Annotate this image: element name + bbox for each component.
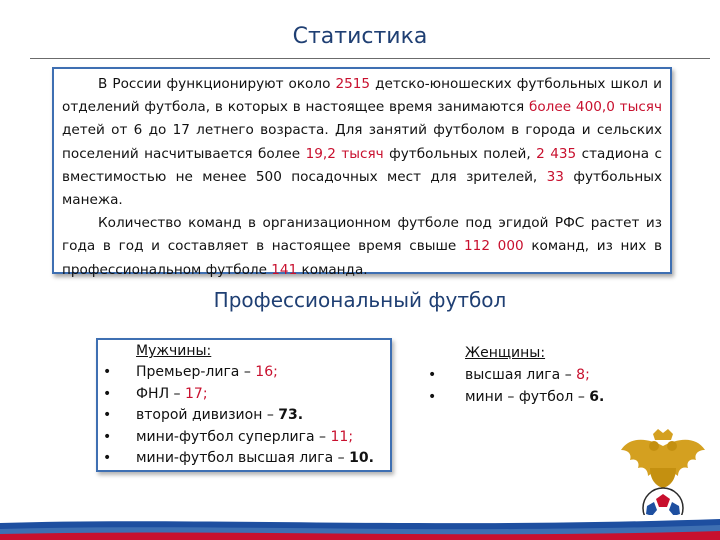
league-count: 17 [185, 385, 203, 402]
bullet-icon: • [103, 385, 112, 402]
highlighted-figure: 19,2 тысяч [305, 145, 384, 162]
paragraph-text: команд, из них в профессиональном футболе [62, 238, 663, 278]
league-item [103, 448, 374, 470]
men-league-list [103, 362, 374, 470]
league-punctuation: ; [585, 367, 590, 383]
bullet-icon: • [103, 407, 112, 423]
league-item [103, 362, 374, 384]
highlighted-figure: более 400,0 тысяч [528, 99, 662, 116]
league-count: 8 [576, 367, 586, 383]
league-label: мини – футбол – [465, 388, 590, 405]
league-punctuation: . [368, 450, 374, 466]
league-label: мини-футбол суперлига – [136, 428, 331, 445]
league-label: Премьер-лига – [136, 364, 256, 380]
league-count: 11 [330, 428, 349, 445]
highlighted-figure: 141 [271, 261, 298, 278]
section-title: Профессиональный футбол [213, 288, 507, 312]
paragraph-text: детско-юношеских футбольных школ и отделений футбола, в которых в настоящее время занимаются [62, 76, 662, 116]
league-count: 10 [349, 450, 369, 466]
stats-paragraph-2 [62, 212, 662, 282]
men-heading: Мужчины: [136, 343, 212, 359]
bullet-icon: • [103, 364, 112, 380]
paragraph-text: В России функционируют около [98, 76, 336, 92]
highlighted-figure: 2515 [335, 76, 371, 92]
women-league-list [428, 365, 605, 408]
league-item [103, 384, 374, 406]
bullet-icon: • [428, 388, 437, 405]
statistics-box [52, 67, 672, 278]
paragraph-text: футбольных полей, [383, 145, 537, 162]
paragraph-text: футбольных манежа. [62, 168, 662, 209]
league-item [428, 387, 605, 409]
league-label: второй дивизион – [136, 407, 279, 423]
league-label: высшая лига – [465, 367, 577, 383]
highlighted-figure: 2 435 [536, 145, 577, 162]
bullet-icon: • [428, 367, 437, 383]
league-punctuation: ; [273, 364, 278, 380]
bullet-icon: • [103, 428, 112, 445]
league-label: мини-футбол высшая лига – [136, 450, 350, 466]
league-count: 73 [278, 407, 298, 423]
paragraph-text: стадиона с вместимостью не менее 500 посадочных мест для зрителей, [62, 145, 663, 185]
league-punctuation: . [297, 407, 304, 423]
league-label: ФНЛ – [136, 385, 186, 402]
league-item [103, 427, 374, 449]
highlighted-figure: 33 [546, 168, 564, 185]
league-punctuation: ; [348, 428, 354, 445]
league-count: 16 [255, 364, 274, 380]
page-title: Статистика [292, 24, 428, 49]
league-count: 6 [589, 388, 600, 405]
league-item [103, 405, 374, 427]
league-item [428, 365, 604, 387]
bullet-icon: • [103, 450, 112, 466]
women-heading: Женщины: [465, 345, 546, 361]
highlighted-figure: 112 000 [464, 238, 524, 255]
title-divider [30, 58, 710, 59]
paragraph-text: детей от 6 до 17 летнего возраста. Для занятий футболом в города и сельских поселений насчитывается более [62, 122, 662, 162]
paragraph-text: Количество команд в организационном футболе под эгидой РФС растет из года в год и составляет в настоящее время свыше [62, 215, 662, 255]
stats-paragraph-1 [62, 73, 662, 212]
league-punctuation: . [599, 388, 605, 405]
paragraph-text: команда. [297, 261, 368, 278]
bottom-wave-band [0, 515, 720, 540]
league-punctuation: ; [202, 385, 208, 402]
